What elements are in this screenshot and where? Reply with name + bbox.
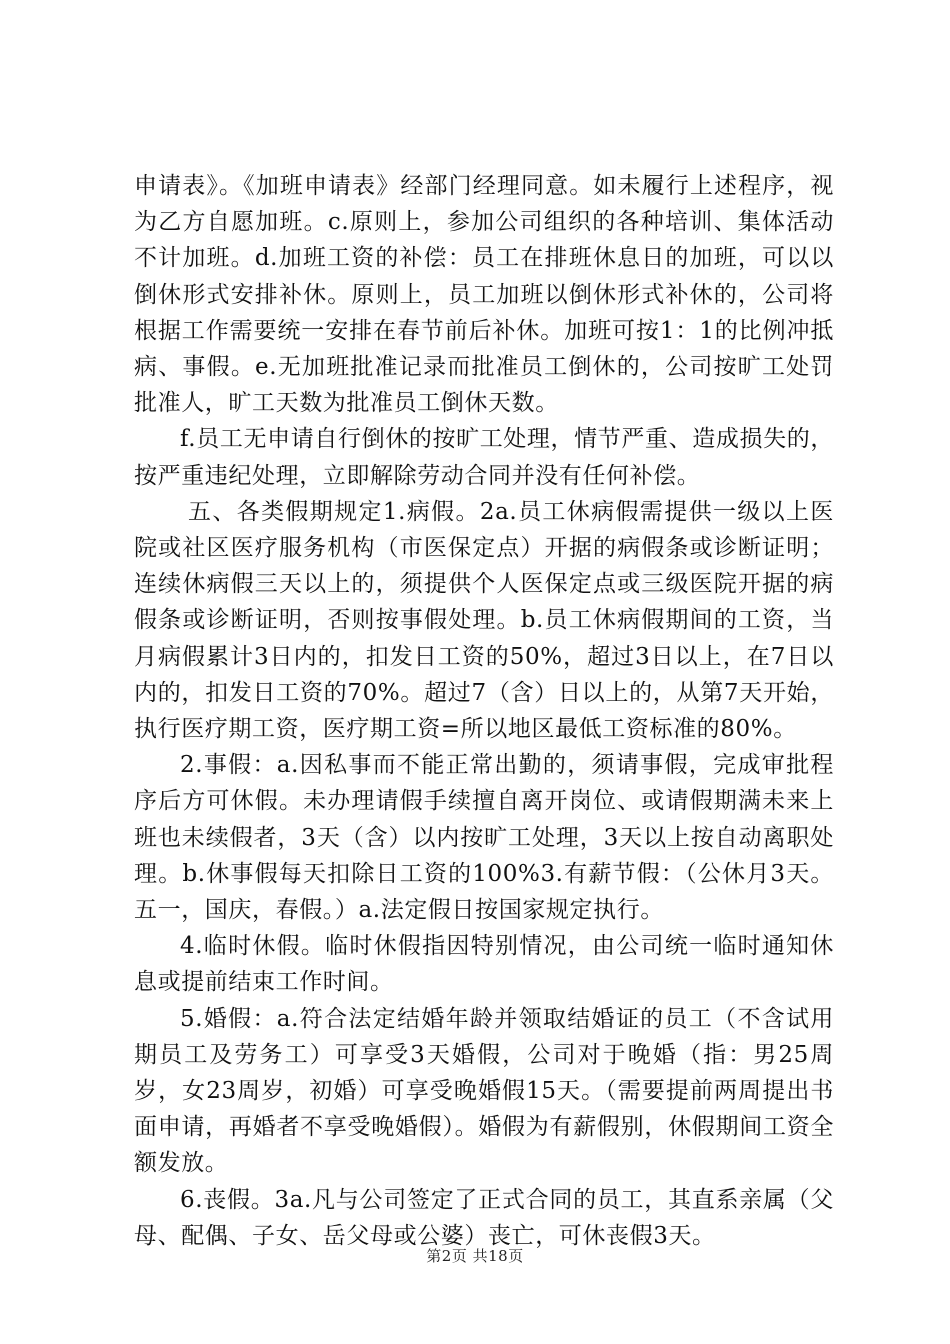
paragraph-temporary-leave: 4.临时休假。临时休假指因特别情况，由公司统一临时通知休息或提前结束工作时间。 (134, 933, 834, 996)
paragraph-personal-leave: 2.事假：a.因私事而不能正常出勤的，须请事假，完成审批程序后方可休假。未办理请假手续擅自离开岗位、或请假期满未来上班也未续假者，3天（含）以内按旷工处理，3天以上按自动离职处理。b.休事假每天扣除日工资的100%3.有薪节假：（公休月3天。五一，国庆，春假。）a.法定假日按国家规定执行。 (134, 752, 834, 924)
paragraph-marriage-leave: 5.婚假：a.符合法定结婚年龄并领取结婚证的员工（不含试用期员工及劳务工）可享受3天婚假，公司对于晚婚（指：男25周岁，女23周岁，初婚）可享受晚婚假15天。（需要提前两周提出书面申请，再婚者不享受晚婚假）。婚假为有薪假别，休假期间工资全额发放。 (134, 1005, 834, 1177)
paragraph-bereavement-leave: 6.丧假。3a.凡与公司签定了正式合同的员工，其直系亲属（父母、配偶、子女、岳父母或公婆）丧亡，可休丧假3天。 (134, 1186, 834, 1249)
page-number-footer: 第2页 共18页 (426, 1247, 524, 1265)
document-body (134, 168, 834, 1254)
paragraph-unauthorized-leave: f.员工无申请自行倒休的按旷工处理，情节严重、造成损失的，按严重违纪处理，立即解除劳动合同并没有任何补偿。 (134, 426, 834, 489)
paragraph-overtime-continued: 申请表》。《加班申请表》经部门经理同意。如未履行上述程序，视为乙方自愿加班。c.原则上，参加公司组织的各种培训、集体活动不计加班。d.加班工资的补偿：员工在排班休息日的加班，可以以倒休形式安排补休。原则上，员工加班以倒休形式补休的，公司将根据工作需要统一安排在春节前后补休。加班可按1：1的比例冲抵病、事假。e.无加班批准记录而批准员工倒休的，公司按旷工处罚批准人，旷工天数为批准员工倒休天数。 (134, 173, 834, 417)
paragraph-sick-leave: 五、各类假期规定1.病假。2a.员工休病假需提供一级以上医院或社区医疗服务机构（市医保定点）开据的病假条或诊断证明；连续休病假三天以上的，须提供个人医保定点或三级医院开据的病假条或诊断证明，否则按事假处理。b.员工休病假期间的工资，当月病假累计3日内的，扣发日工资的50%，超过3日以上，在7日以内的，扣发日工资的70%。超过7（含）日以上的，从第7天开始，执行医疗期工资，医疗期工资=所以地区最低工资标准的80%。 (134, 498, 834, 743)
